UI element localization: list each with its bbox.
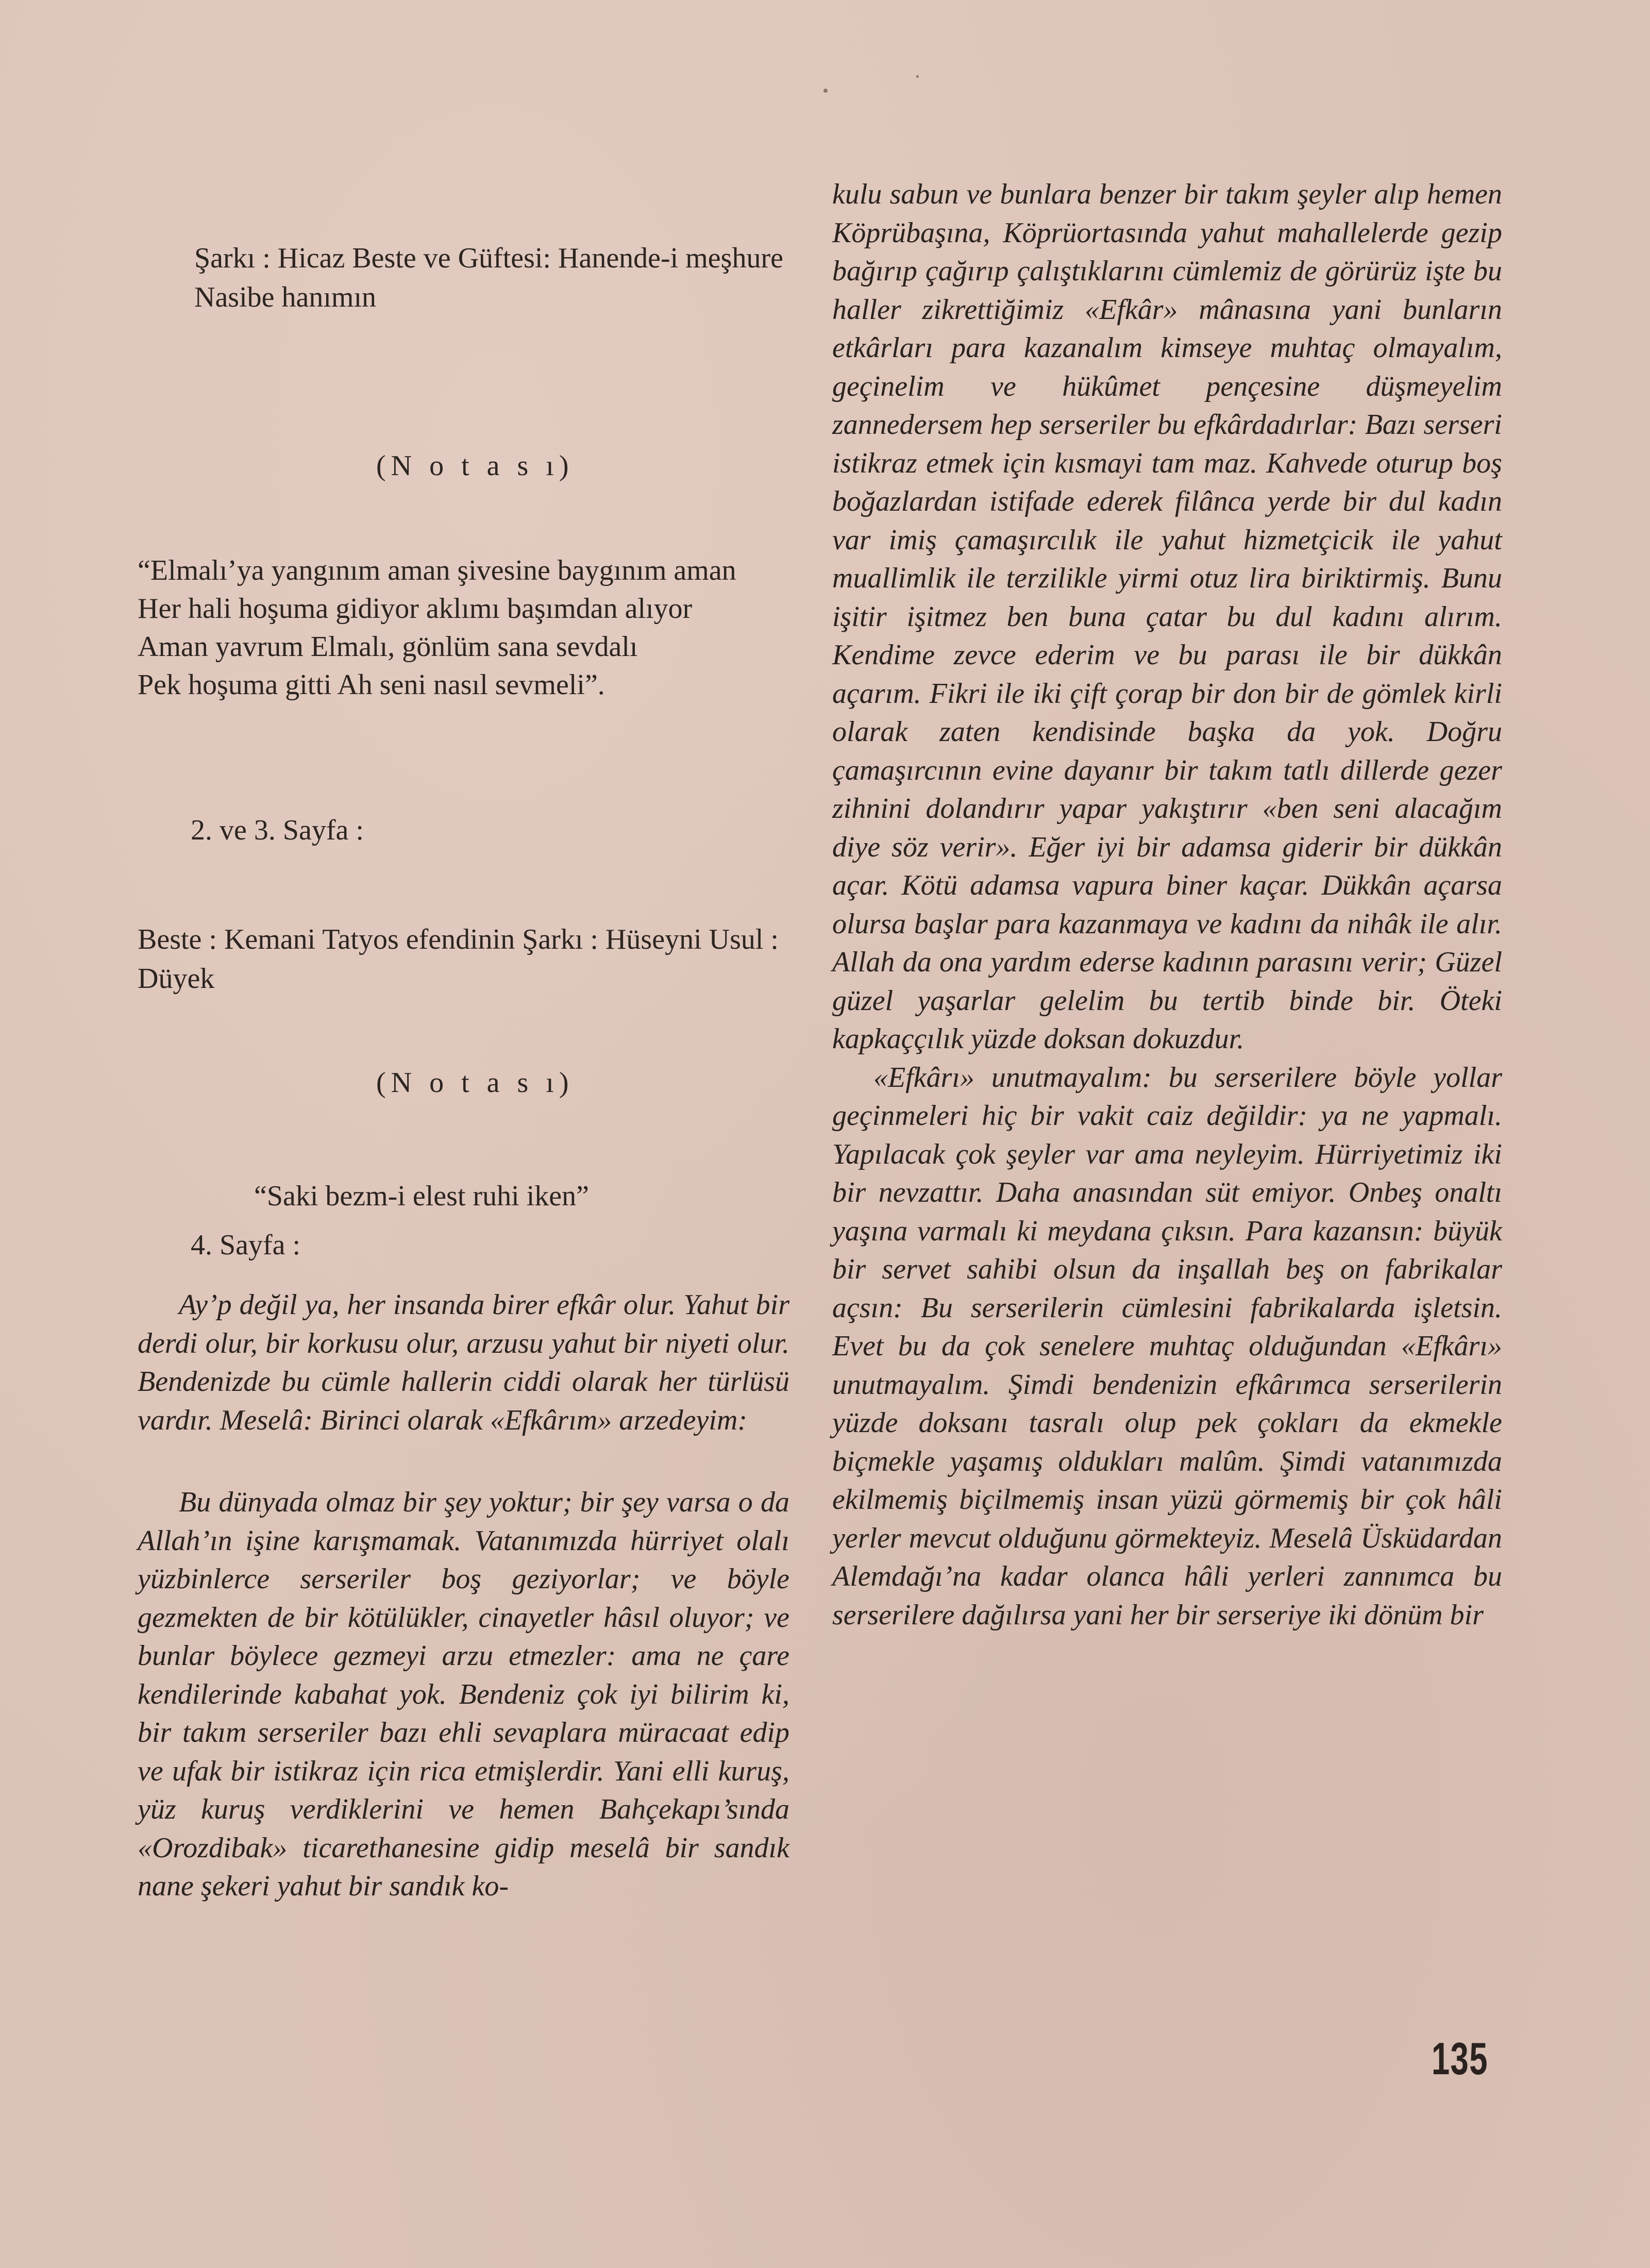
lyric-line: “Elmalı’ya yangınım aman şivesine baygınım aman [138, 555, 736, 586]
paper-speck [823, 89, 828, 93]
lyrics-block [138, 551, 802, 704]
paragraph: Ay’p değil ya, her insanda birer efkâr olur. Yahut bir derdi olur, bir korkusu olur, arzusu yahut bir niyeti olur. Bendenizde bu cümle hallerin ciddi olarak her türlüsü vardır. Meselâ: Birinci olarak «Efkârım» arzedeyim: [138, 1289, 789, 1436]
song-heading: Şarkı : Hicaz Beste ve Güftesi: Hanende-i meşhure Nasibe hanımın [194, 242, 783, 313]
lyric-line: Her hali hoşuma gidiyor aklımı başımdan alıyor [138, 593, 693, 625]
song-heading: Beste : Kemani Tatyos efendinin Şarkı : Hüseyni Usul : Düyek [138, 923, 779, 995]
pages-label: 4. Sayfa : [191, 1229, 301, 1261]
song-first-line: “Saki bezm-i elest ruhi iken” [254, 1180, 589, 1212]
notasi-label: (N o t a s ı) [376, 1067, 574, 1099]
pages-label: 2. ve 3. Sayfa : [191, 814, 364, 846]
notasi-label: (N o t a s ı) [376, 450, 574, 482]
paragraph: «Efkârı» unutmayalım: bu serserilere böyle yollar geçinmeleri hiç bir vakit caiz değildir: ya ne yapmalı. Yapılacak çok şeyler var ama neyleyim. Hürriyetimiz iki bir nevzattır. Daha anasından süt emiyor. Onbeş onaltı yaşına varmalı ki meydana çıksın. Para kazansın: büyük bir servet sahibi olsun da inşallah beş on fabrikalar açsın: Bu serserilerin cümlesini fabrikalarda işletsin. Evet bu da çok senelere muhtaç olduğundan «Efkârı» unutmayalım. Şimdi bendenizin efkârımca serserilerin yüzde doksanı tasralı olup pek çokları da ekmekle biçmekle yaşamış oldukları malûm. Şimdi vatanımızda ekilmemiş biçilmemiş insan yüzü görmemiş bir çok hâli yerler mevcut olduğunu görmekteyiz. Meselâ Üsküdardan Alemdağı’na kadar olanca hâli yerleri zannımca bu serserilere dağılırsa yani her bir serseriye iki dönüm bir [832, 1061, 1502, 1631]
lyric-line: Pek hoşuma gitti Ah seni nasıl sevmeli”. [138, 669, 605, 701]
paragraph: Bu dünyada olmaz bir şey yoktur; bir şey varsa o da Allah’ın işine karışmamak. Vatanımızda hürriyet olalı yüzbinlerce serseriler boş geziyorlar; ve böyle gezmekten de bir kötülükler, cinayetler hâsıl oluyor; ve bunlar böylece gezmeyi arzu etmezler: ama ne çare kendilerinde kabahat yok. Bendeniz çok iyi bilirim ki, bir takım serseriler bazı ehli sevaplara müracaat edip ve ufak bir istikraz için rica etmişlerdir. Yani elli kuruş, yüz kuruş verdiklerini ve hemen Bahçekapı’sında «Orozdibak» ticarethanesine gidip meselâ bir sandık nane şekeri yahut bir sandık ko- [138, 1486, 789, 1902]
left-column [137, 0, 801, 2216]
lyric-line: Aman yavrum Elmalı, gönlüm sana sevdalı [138, 631, 638, 663]
paragraph: kulu sabun ve bunlara benzer bir takım şeyler alıp hemen Köprübaşına, Köprüortasında yahut mahallelerde gezip bağırıp çağırıp çalıştıklarını cümlemiz de görürüz işte bu haller zikrettiğimiz «Efkâr» mânasına yani bunların etkârları para kazanalım kimseye muhtaç olmayalım, geçinelim ve hükûmet pençesine düşmeyelim zannedersem hep serseriler bu efkârdadırlar: Bazı serseri istikraz etmek için kısmayi tam maz. Kahvede oturup boş boğazlardan istifade ederek filânca yerde bir dul kadın var imiş çamaşırcılık ile yahut hizmetçicik ile yahut muallimlik ile terzilikle yirmi otuz lira biriktirmiş. Bunu işitir işitmez ben buna çatar bu dul kadını alırım. Kendime zevce ederim ve bu parası ile bir dükkân açarım. Fikri ile iki çift çorap bir don bir de gömlek kirli olarak zaten kendisinde başka da yok. Doğru çamaşırcının evine dayanır bir takım tatlı dillerde gezer zihnini dolandırır yapar yakıştırır «ben seni alacağım diye söz verir». Eğer iyi bir adamsa giderir bir dükkân açar. Kötü adamsa vapura biner kaçar. Dükkân açarsa olursa başlar para kazanmaya ve kadını da nihâk ile alır. Allah da ona yardım ederse kadının parasını verir; Güzel güzel yaşarlar gelelim bu tertib binde bir. Öteki kapkaççılık yüzde doksan dokuzdur. [832, 178, 1502, 1055]
paper-speck [916, 75, 919, 78]
right-column [832, 175, 1507, 2082]
page-number: 135 [1432, 2033, 1489, 2084]
